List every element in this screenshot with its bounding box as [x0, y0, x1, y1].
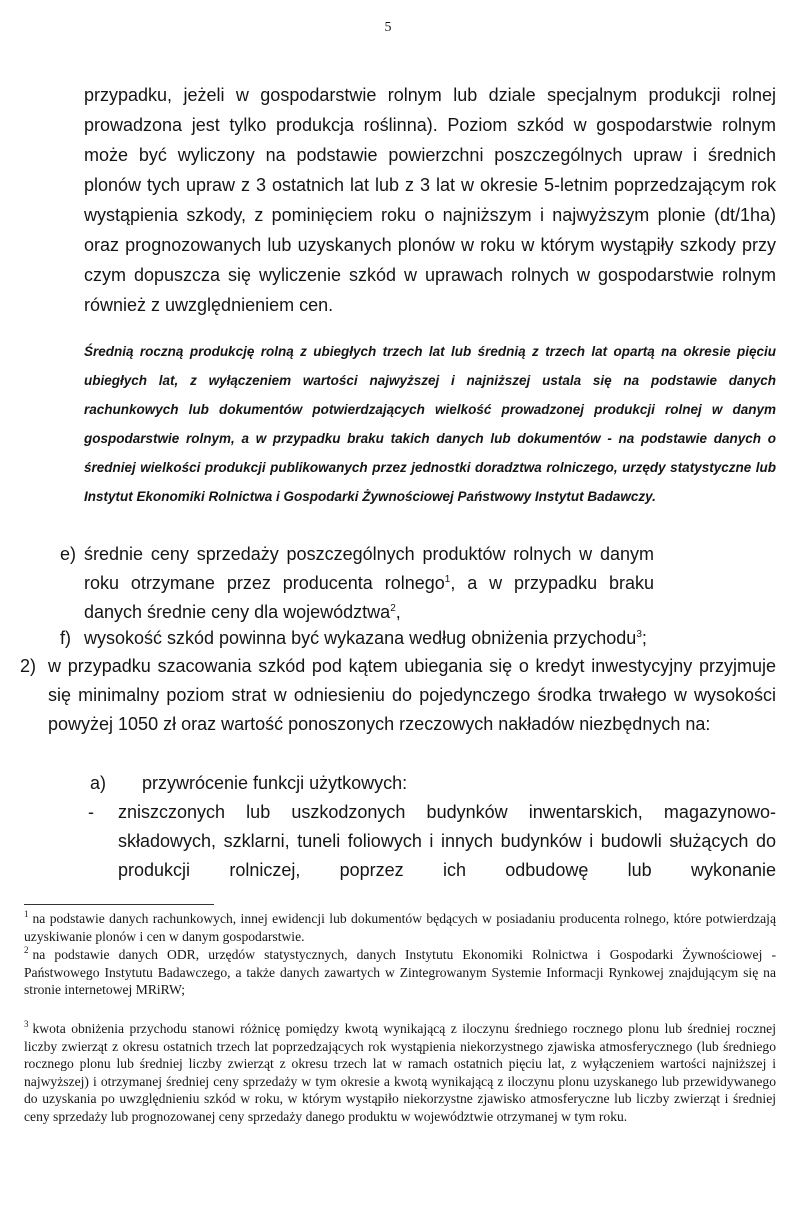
item-e-text-3: , — [395, 602, 401, 622]
italic-paragraph: Średnią roczną produkcję rolną z ubiegłych trzech lat lub średnią z trzech lat opartą na okresie pięciu ubiegłych lat, z wyłączeniem wartości najwyższej i najniższej ustala się na podstawie danych rachunkowych lub dokumentów potwierdzających wielkość prowadzonej produkcji rolnej w danym gospodarstwie rolnym, a w przypadku braku takich danych lub dokumentów - na podstawie danych o średniej wielkości produkcji publikowanych przez jednostki doradztwa rolniczego, urzędy statystyczne lub Instytut Ekonomiki Rolnictwa i Gospodarki Żywnościowej Państwowy Instytut Badawczy. — [84, 344, 776, 504]
footnote-mark-2: 2 — [24, 945, 29, 956]
item-e-text-2: , a w przypadku braku danych średnie ceny dla województwa — [84, 573, 654, 622]
intro-paragraph: przypadku, jeżeli w gospodarstwie rolnym lub dziale specjalnym produkcji rolnej prowadzona jest tylko produkcja roślinna). Poziom szkód w gospodarstwie rolnym może być wyliczony na podstawie powierzchni poszczególnych upraw i średnich plonów tych upraw z 3 ostatnich lat lub z 3 lat w okresie 5-letnim poprzedzającym rok wystąpienia szkody, z pominięciem roku o najniższym i najwyższym plonie (dt/1ha) oraz prognozowanych lub uzyskanych plonów w roku w którym wystąpiły szkody przy czym dopuszcza się wyliczenie szkód w uprawach rolnych w gospodarstwie rolnym również z uwzględnieniem cen. — [84, 85, 776, 315]
item-f-text-end: ; — [641, 628, 647, 648]
footnote-ref-3: 3 — [636, 629, 642, 640]
list-marker-2: 2) — [20, 656, 37, 676]
page-number: 5 — [384, 20, 392, 35]
list-item-e — [60, 540, 776, 627]
footnote-mark-3: 3 — [24, 1019, 29, 1030]
list-marker-f: f) — [60, 628, 71, 648]
footnote-text-1: na podstawie danych rachunkowych, innej ewidencji lub dokumentów będących w posiadaniu producenta rolnego, które potwierdzają uzyskiwanie plonów i cen w danym gospodarstwie. — [24, 911, 776, 944]
list-item-2-text: w przypadku szacowania szkód pod kątem ubiegania się o kredyt inwestycyjny przyjmuje się minimalny poziom strat w odniesieniu do pojedynczego środka trwałego w wysokości powyżej 1050 zł oraz wartość ponoszonych rzeczowych nakładów niezbędnych na: — [48, 656, 776, 734]
footnote-mark-1: 1 — [24, 909, 29, 920]
list-item-dash-text: zniszczonych lub uszkodzonych budynków inwentarskich, magazynowo-składowych, szklarni, tuneli foliowych i innych budynków i budowli służących do produkcji rolniczej, poprzez ich odbudowę lub wykonanie — [118, 802, 776, 880]
footnote-3 — [24, 1020, 776, 1126]
footnote-ref-1: 1 — [444, 574, 451, 585]
list-item-dash — [88, 798, 776, 885]
footnote-ref-2: 2 — [390, 603, 396, 614]
list-item-f — [60, 624, 776, 653]
list-item-a — [90, 769, 742, 798]
footnote-separator — [24, 904, 214, 905]
item-e-text-1: średnie ceny sprzedaży poszczególnych produktów rolnych w danym roku otrzymane przez producenta rolnego — [84, 544, 654, 593]
footnote-1 — [24, 910, 776, 945]
list-marker-e: e) — [60, 544, 77, 564]
footnote-text-2: na podstawie danych ODR, urzędów statystycznych, danych Instytutu Ekonomiki Rolnictwa i Gospodarki Żywnościowej - Państwowego Instytutu Badawczego, a także danych zawartych w Zintegrowanym Systemie Informacji Rynkowej znajdującym się na stronie internetowej MRiRW; — [24, 947, 776, 998]
item-f-text: wysokość szkód powinna być wykazana według obniżenia przychodu — [84, 628, 637, 648]
list-marker-a: a) — [90, 773, 107, 793]
list-item-f-text — [84, 624, 776, 653]
footnote-text-3: kwota obniżenia przychodu stanowi różnicę pomiędzy kwotą wynikającą z iloczynu średniego rocznego plonu lub średniej rocznej liczby zwierząt z okresu ostatnich trzech lat poprzedzających rok wystąpienia niekorzystnego zjawiska atmosferycznego (lub średniego rocznego plonu lub średniej liczby zwierząt z okresu trzech lat w ramach ostatnich pięciu lat, z wyłączeniem wartości najniższej i najwyższej) i otrzymanej średniej ceny sprzedaży w tym okresie a kwotą wynikającą z iloczynu plonu uzyskanego lub przewidywanego do uzyskania po uwzględnieniu szkód w roku, w którym wystąpiło niekorzystne zjawisko atmosferyczne lub liczby zwierząt i średniej ceny sprzedaży lub prognozowanej ceny sprzedaży danego produktu w województwie otrzymanej w tym roku. — [24, 1021, 776, 1124]
list-marker-dash: - — [88, 802, 94, 822]
footnote-2 — [24, 946, 776, 999]
list-item-e-text — [84, 540, 654, 627]
list-item-a-text: przywrócenie funkcji użytkowych: — [142, 773, 408, 793]
list-item-2 — [20, 652, 776, 739]
